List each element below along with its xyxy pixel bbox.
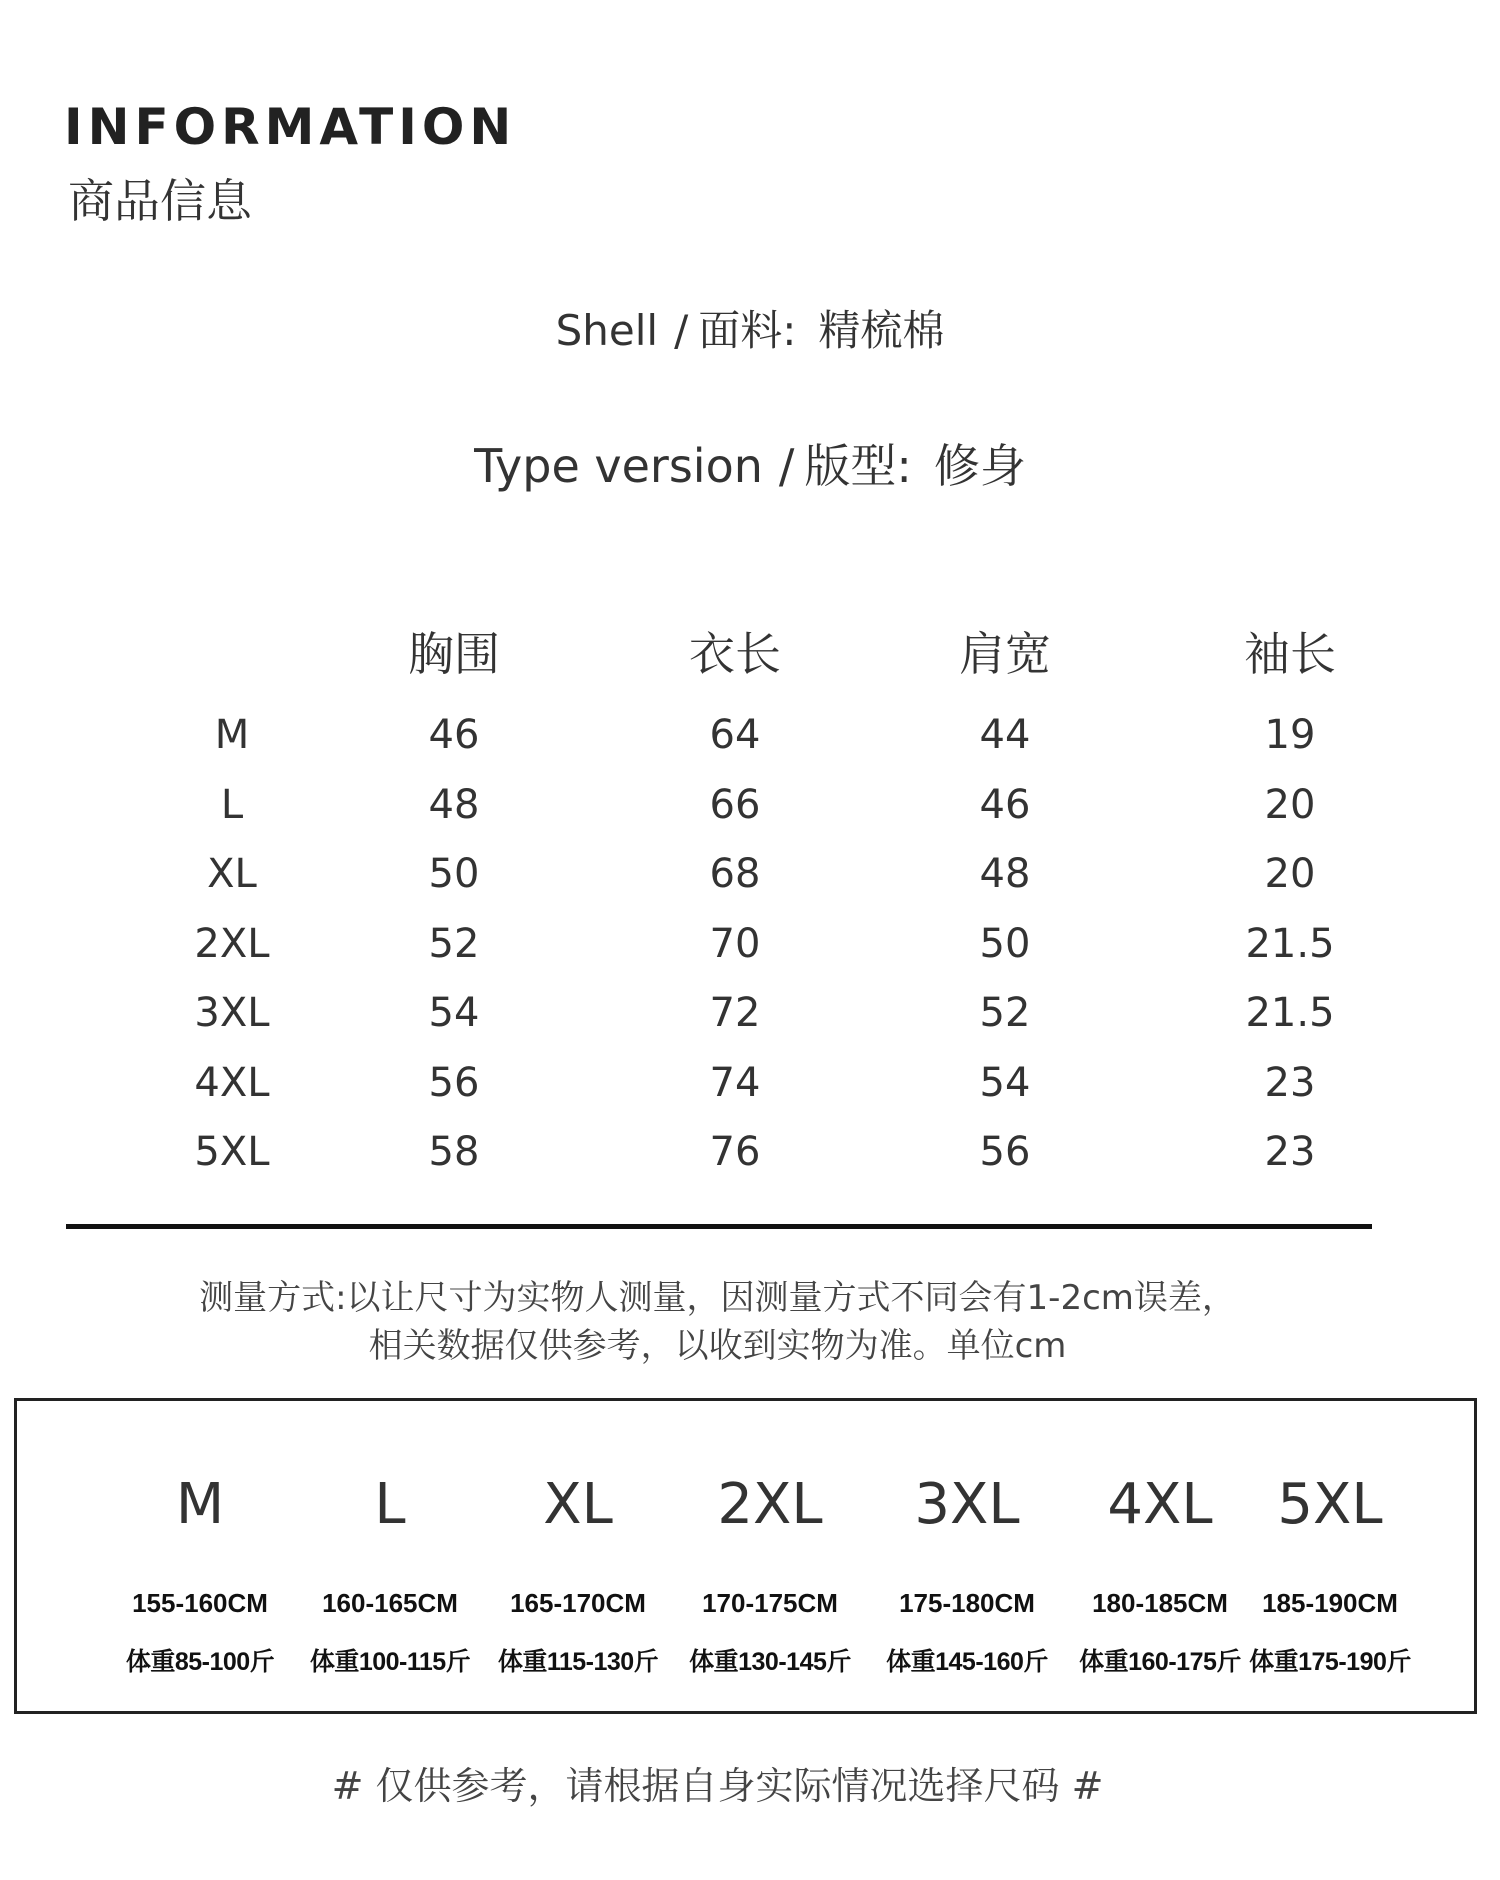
table-cell: 68 (709, 851, 761, 897)
recommended-size: XL (543, 1472, 613, 1537)
column-header: 袖长 (1244, 627, 1336, 681)
table-cell: 46 (428, 712, 480, 758)
table-cell: 20 (1264, 782, 1316, 828)
table-cell: 56 (428, 1060, 480, 1106)
height-range: 175-180CM (899, 1588, 1035, 1618)
column-header: 衣长 (689, 627, 781, 681)
page-subtitle: 商品信息 (68, 174, 252, 228)
size-label: L (220, 782, 244, 828)
recommended-size: M (175, 1472, 225, 1537)
measure-note-line-2: 相关数据仅供参考，以收到实物为准。单位cm (368, 1326, 1067, 1366)
table-cell: 58 (428, 1129, 480, 1175)
size-label: 3XL (194, 990, 270, 1036)
recommended-size: 3XL (914, 1472, 1020, 1537)
weight-range: 体重85-100斤 (125, 1648, 275, 1676)
weight-range: 体重100-115斤 (309, 1648, 471, 1676)
size-label: 4XL (194, 1060, 270, 1106)
size-label: M (214, 712, 250, 758)
page-title: INFORMATION (64, 98, 517, 156)
table-cell: 54 (428, 990, 480, 1036)
divider (66, 1224, 1372, 1229)
shell-label-en: Shell (555, 306, 659, 355)
type-separator: / (778, 439, 795, 493)
type-label-en: Type version (474, 439, 763, 493)
height-range: 180-185CM (1092, 1588, 1228, 1618)
table-cell: 72 (709, 990, 761, 1036)
table-cell: 52 (979, 990, 1031, 1036)
size-label: XL (207, 851, 257, 897)
measure-note-line-1: 测量方式:以让尺寸为实物人测量，因测量方式不同会有1-2cm误差， (199, 1278, 1236, 1318)
column-header: 胸围 (408, 627, 500, 681)
recommended-size: 5XL (1277, 1472, 1383, 1537)
height-range: 165-170CM (510, 1588, 646, 1618)
table-cell: 52 (428, 921, 480, 967)
table-cell: 50 (428, 851, 480, 897)
footer-note: # 仅供参考，请根据自身实际情况选择尺码 # (331, 1764, 1104, 1808)
table-cell: 66 (709, 782, 761, 828)
height-range: 155-160CM (132, 1588, 268, 1618)
type-value: 修身 (933, 439, 1026, 493)
recommended-size: 2XL (717, 1472, 823, 1537)
type-label-zh: 版型: (804, 439, 912, 493)
height-range: 170-175CM (702, 1588, 838, 1618)
table-cell: 50 (979, 921, 1031, 967)
table-cell: 54 (979, 1060, 1031, 1106)
table-cell: 46 (979, 782, 1031, 828)
table-cell: 23 (1264, 1060, 1316, 1106)
column-header: 肩宽 (959, 627, 1051, 681)
table-cell: 48 (979, 851, 1031, 897)
weight-range: 体重160-175斤 (1079, 1648, 1241, 1676)
table-cell: 19 (1264, 712, 1316, 758)
table-cell: 21.5 (1245, 921, 1335, 967)
table-cell: 76 (709, 1129, 761, 1175)
type-spec (0, 430, 1500, 496)
height-range: 160-165CM (322, 1588, 458, 1618)
shell-separator: / (674, 306, 689, 355)
recommended-size: L (374, 1472, 406, 1537)
weight-range: 体重145-160斤 (886, 1648, 1048, 1676)
table-cell: 44 (979, 712, 1031, 758)
shell-value: 精梳棉 (818, 306, 945, 355)
shell-spec (0, 298, 1500, 358)
table-cell: 56 (979, 1129, 1031, 1175)
shell-label-zh: 面料: (698, 306, 797, 355)
height-range: 185-190CM (1262, 1588, 1398, 1618)
recommended-size: 4XL (1107, 1472, 1213, 1537)
weight-range: 体重115-130斤 (497, 1648, 659, 1676)
table-cell: 64 (709, 712, 761, 758)
table-cell: 20 (1264, 851, 1316, 897)
weight-range: 体重175-190斤 (1249, 1648, 1411, 1676)
table-cell: 23 (1264, 1129, 1316, 1175)
table-cell: 21.5 (1245, 990, 1335, 1036)
table-cell: 74 (709, 1060, 761, 1106)
size-label: 2XL (194, 921, 270, 967)
table-cell: 70 (709, 921, 761, 967)
table-cell: 48 (428, 782, 480, 828)
weight-range: 体重130-145斤 (689, 1648, 851, 1676)
size-label: 5XL (194, 1129, 270, 1175)
